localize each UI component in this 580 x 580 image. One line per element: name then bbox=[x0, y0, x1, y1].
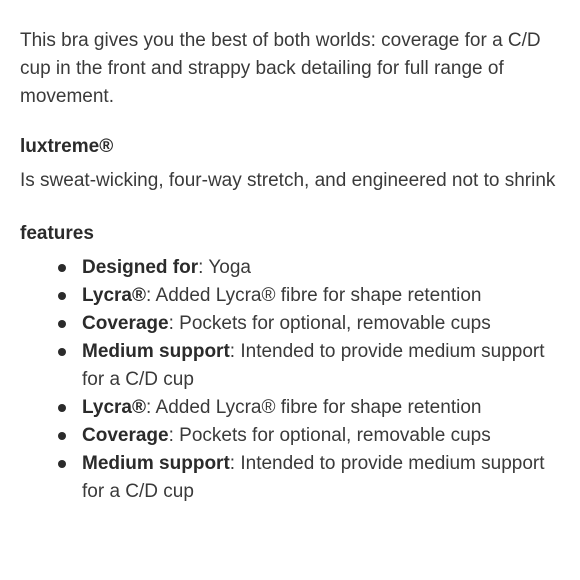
feature-separator: : bbox=[198, 257, 209, 278]
feature-desc: Yoga bbox=[208, 257, 251, 278]
luxtreme-heading: luxtreme® bbox=[20, 136, 114, 157]
features-heading: features bbox=[20, 223, 94, 244]
bullet-icon bbox=[58, 292, 66, 300]
feature-name: Coverage bbox=[82, 425, 169, 446]
feature-item bbox=[20, 338, 560, 394]
feature-separator: : bbox=[229, 453, 241, 474]
luxtreme-description: Is sweat-wicking, four-way stretch, and engineered not to shrink bbox=[20, 170, 556, 191]
feature-desc: Added Lycra® fibre for shape retention bbox=[155, 285, 482, 306]
feature-separator: : bbox=[146, 397, 156, 418]
feature-item bbox=[20, 422, 560, 450]
bullet-icon bbox=[58, 264, 66, 272]
bullet-icon bbox=[58, 404, 66, 412]
feature-item bbox=[20, 394, 560, 422]
feature-separator: : bbox=[146, 285, 156, 306]
feature-name: Lycra® bbox=[82, 285, 146, 306]
feature-item bbox=[20, 282, 560, 310]
feature-desc: Intended to provide medium support for a C/D cup bbox=[82, 453, 545, 502]
feature-name: Lycra® bbox=[82, 397, 146, 418]
feature-desc: Pockets for optional, removable cups bbox=[179, 425, 491, 446]
feature-item bbox=[20, 450, 560, 506]
feature-item bbox=[20, 310, 560, 338]
feature-name: Designed for bbox=[82, 257, 199, 278]
feature-desc: Pockets for optional, removable cups bbox=[179, 313, 491, 334]
feature-name: Medium support bbox=[82, 341, 230, 362]
bullet-icon bbox=[58, 432, 66, 440]
feature-item bbox=[20, 254, 560, 282]
bullet-icon bbox=[58, 460, 66, 468]
feature-name: Medium support bbox=[82, 453, 230, 474]
bullet-icon bbox=[58, 348, 66, 356]
feature-desc: Intended to provide medium support for a C/D cup bbox=[82, 341, 545, 390]
bullet-icon bbox=[58, 320, 66, 328]
intro-paragraph: This bra gives you the best of both worlds: coverage for a C/D cup in the front and strappy back detailing for full range of movement. bbox=[20, 30, 541, 107]
feature-desc: Added Lycra® fibre for shape retention bbox=[155, 397, 482, 418]
feature-name: Coverage bbox=[82, 313, 169, 334]
feature-separator: : bbox=[168, 425, 180, 446]
feature-separator: : bbox=[168, 313, 180, 334]
features-list bbox=[20, 254, 560, 506]
feature-separator: : bbox=[229, 341, 241, 362]
